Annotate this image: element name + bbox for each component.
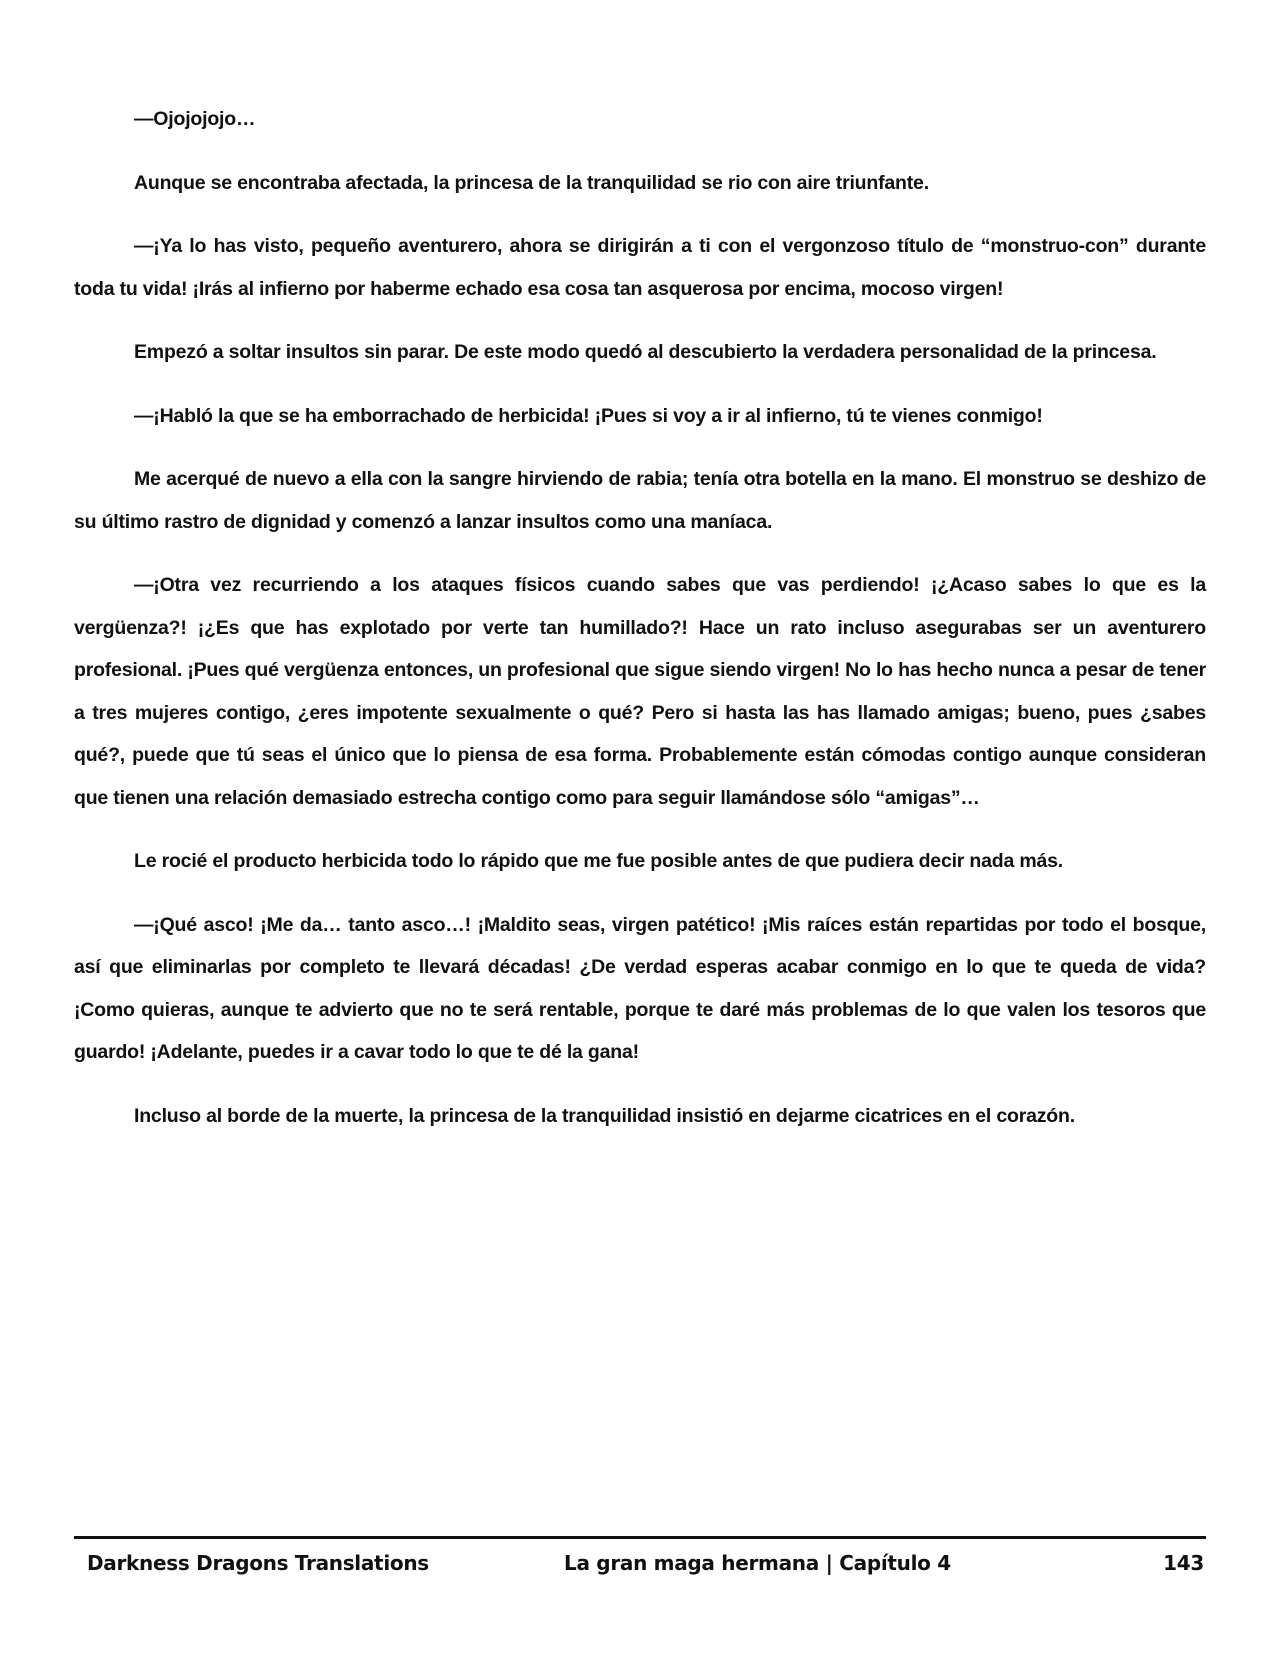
paragraph: —¡Qué asco! ¡Me da… tanto asco…! ¡Maldito seas, virgen patético! ¡Mis raíces están repartidas por todo el bosque, así que eliminarlas por completo te llevará décadas! ¿De verdad esperas acabar conmigo en lo que te queda de vida? ¡Como quieras, aunque te advierto que no te será rentable, porque te daré más problemas de lo que valen los tesoros que guardo! ¡Adelante, puedes ir a cavar todo lo que te dé la gana! [74, 913, 1206, 1063]
paragraph: —¡Ya lo has visto, pequeño aventurero, ahora se dirigirán a ti con el vergonzoso título de “monstruo-con” durante toda tu vida! ¡Irás al infierno por haberme echado esa cosa tan asquerosa por encima, mocoso virgen! [74, 235, 1206, 300]
paragraph: Incluso al borde de la muerte, la princesa de la tranquilidad insistió en dejarme cicatrices en el corazón. [134, 1104, 1075, 1127]
paragraph: Le rocié el producto herbicida todo lo rápido que me fue posible antes de que pudiera decir nada más. [134, 850, 1063, 872]
paragraph: Aunque se encontraba afectada, la princesa de la tranquilidad se rio con aire triunfante. [134, 171, 929, 194]
footer-translator: Darkness Dragons Translations [87, 1551, 429, 1575]
paragraph: —Ojojojojo… [134, 108, 256, 130]
paragraph: Me acerqué de nuevo a ella con la sangre hirviendo de rabia; tenía otra botella en la mano. El monstruo se deshizo de su último rastro de dignidad y comenzó a lanzar insultos como una maníaca. [74, 468, 1206, 533]
page-body [74, 98, 1206, 1158]
footer-divider [74, 1536, 1206, 1539]
footer-chapter-title: La gran maga hermana | Capítulo 4 [564, 1551, 951, 1575]
paragraph: Empezó a soltar insultos sin parar. De este modo quedó al descubierto la verdadera personalidad de la princesa. [134, 341, 1157, 363]
page-number: 143 [1163, 1551, 1204, 1575]
page-footer [74, 1536, 1206, 1576]
paragraph: —¡Otra vez recurriendo a los ataques físicos cuando sabes que vas perdiendo! ¡¿Acaso sabes lo que es la vergüenza?! ¡¿Es que has explotado por verte tan humillado?! Hace un rato incluso asegurabas ser un aventurero profesional. ¡Pues qué vergüenza entonces, un profesional que sigue siendo virgen! No lo has hecho nunca a pesar de tener a tres mujeres contigo, ¿eres impotente sexualmente o qué? Pero si hasta las has llamado amigas; bueno, pues ¿sabes qué?, puede que tú seas el único que lo piensa de esa forma. Probablemente están cómodas contigo aunque consideran que tienen una relación demasiado estrecha contigo como para seguir llamándose sólo “amigas”… [74, 574, 1206, 809]
paragraph: —¡Habló la que se ha emborrachado de herbicida! ¡Pues si voy a ir al infierno, tú te vienes conmigo! [134, 404, 1043, 427]
